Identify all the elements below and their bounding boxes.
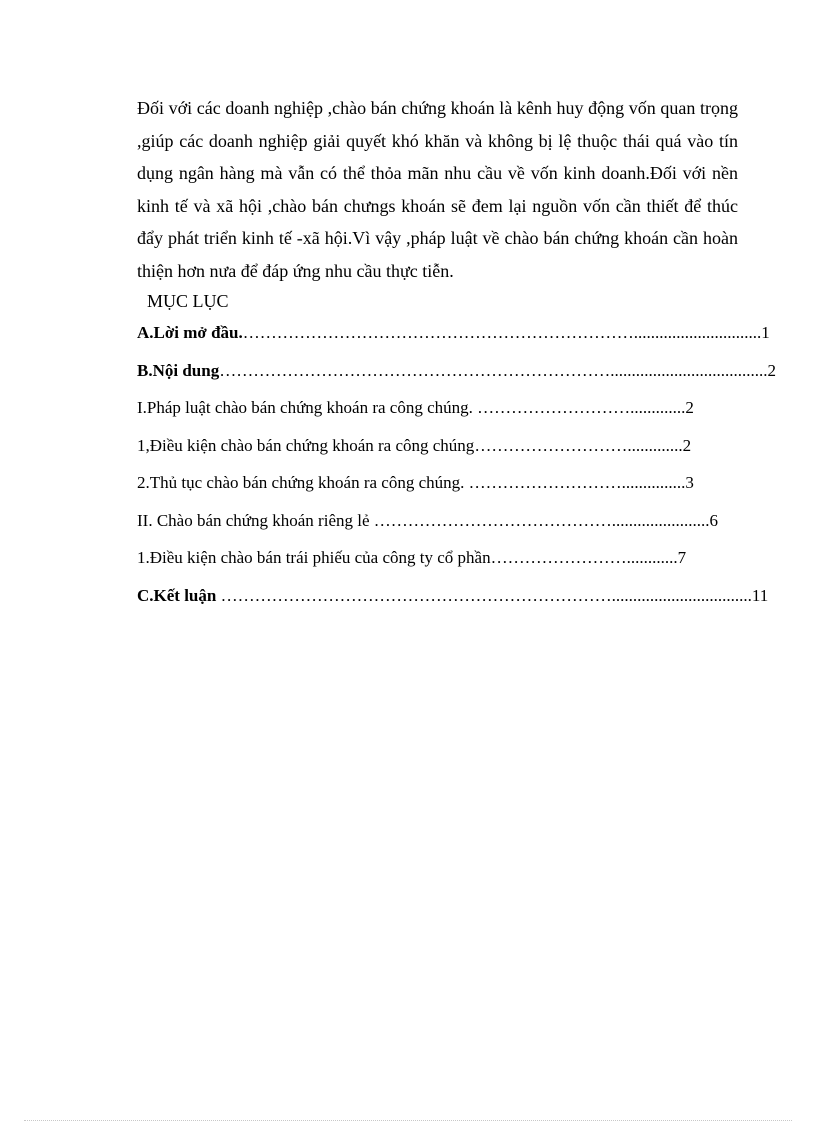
toc-entry-title: 2.Thủ tục chào bán chứng khoán ra công chúng.: [137, 473, 469, 492]
toc-entry-title: B.Nội dung: [137, 360, 220, 380]
toc-entry-private-offering[interactable]: [137, 509, 737, 547]
toc-dot-leader: ……………………….............: [474, 435, 683, 455]
toc-entry-public-offering-law[interactable]: [137, 396, 737, 434]
toc-entry-title: II. Chào bán chứng khoán riêng lẻ: [137, 510, 374, 530]
toc-entry-public-offering-procedure[interactable]: [137, 471, 737, 509]
toc-page-number: 2: [682, 435, 692, 455]
toc-entry-title: C.Kết luận: [137, 585, 221, 605]
toc-heading: MỤC LỤC: [147, 291, 229, 311]
toc-page-number: 11: [751, 585, 769, 605]
toc-dot-leader: ……………………………………………………………..............................: [242, 323, 762, 342]
toc-dot-leader: …………………………………………………………….................................: [220, 585, 752, 605]
toc-dot-leader: ……………………….............: [477, 398, 686, 417]
intro-paragraph: Đối với các doanh nghiệp ,chào bán chứng khoán là kênh huy động vốn quan trọng ,giúp các doanh nghiệp giải quyết khó khăn và không bị lệ thuộc thái quá vào tín dụng ngân hàng mà vẫn có thể thỏa mãn nhu cầu về vốn kinh doanh.Đối với nền kinh tế và xã hội ,chào bán chưngs khoán sẽ đem lại nguồn vốn cần thiết để thúc đẩy phát triển kinh tế -xã hội.Vì vậy ,pháp luật về chào bán chứng khoán cần hoàn thiện hơn nưa để đáp ứng nhu cầu thực tiễn.: [137, 98, 738, 281]
toc-dot-leader: ………………………...............: [468, 473, 686, 492]
toc-entry-title: 1,Điều kiện chào bán chứng khoán ra công chúng: [137, 435, 475, 455]
toc-entry-content[interactable]: [137, 359, 776, 397]
toc-page-number: 7: [677, 548, 687, 567]
page-bottom-dotted-rule: [24, 1120, 792, 1121]
toc-dot-leader: …………………………………………………………….....................................: [219, 360, 768, 380]
toc-dot-leader: ……………………............: [490, 548, 678, 567]
toc-page-number: 2: [685, 398, 694, 417]
toc-entry-title: I.Pháp luật chào bán chứng khoán ra công chúng.: [137, 398, 478, 417]
table-of-contents: [137, 321, 776, 621]
toc-entry-bond-offering-conditions[interactable]: [137, 546, 737, 584]
toc-page-number: 1: [761, 323, 770, 342]
toc-page-number: 6: [709, 510, 719, 530]
toc-entry-public-offering-conditions[interactable]: [137, 434, 737, 472]
toc-dot-leader: …………………………………….......................: [373, 510, 710, 530]
toc-entry-title: 1.Điều kiện chào bán trái phiếu của công ty cổ phần: [137, 548, 491, 567]
toc-entry-conclusion[interactable]: [137, 584, 769, 622]
toc-entry-intro[interactable]: [137, 321, 770, 359]
toc-entry-title: A.Lời mở đầu.: [137, 323, 243, 342]
toc-page-number: 3: [685, 473, 694, 492]
toc-page-number: 2: [767, 360, 776, 380]
